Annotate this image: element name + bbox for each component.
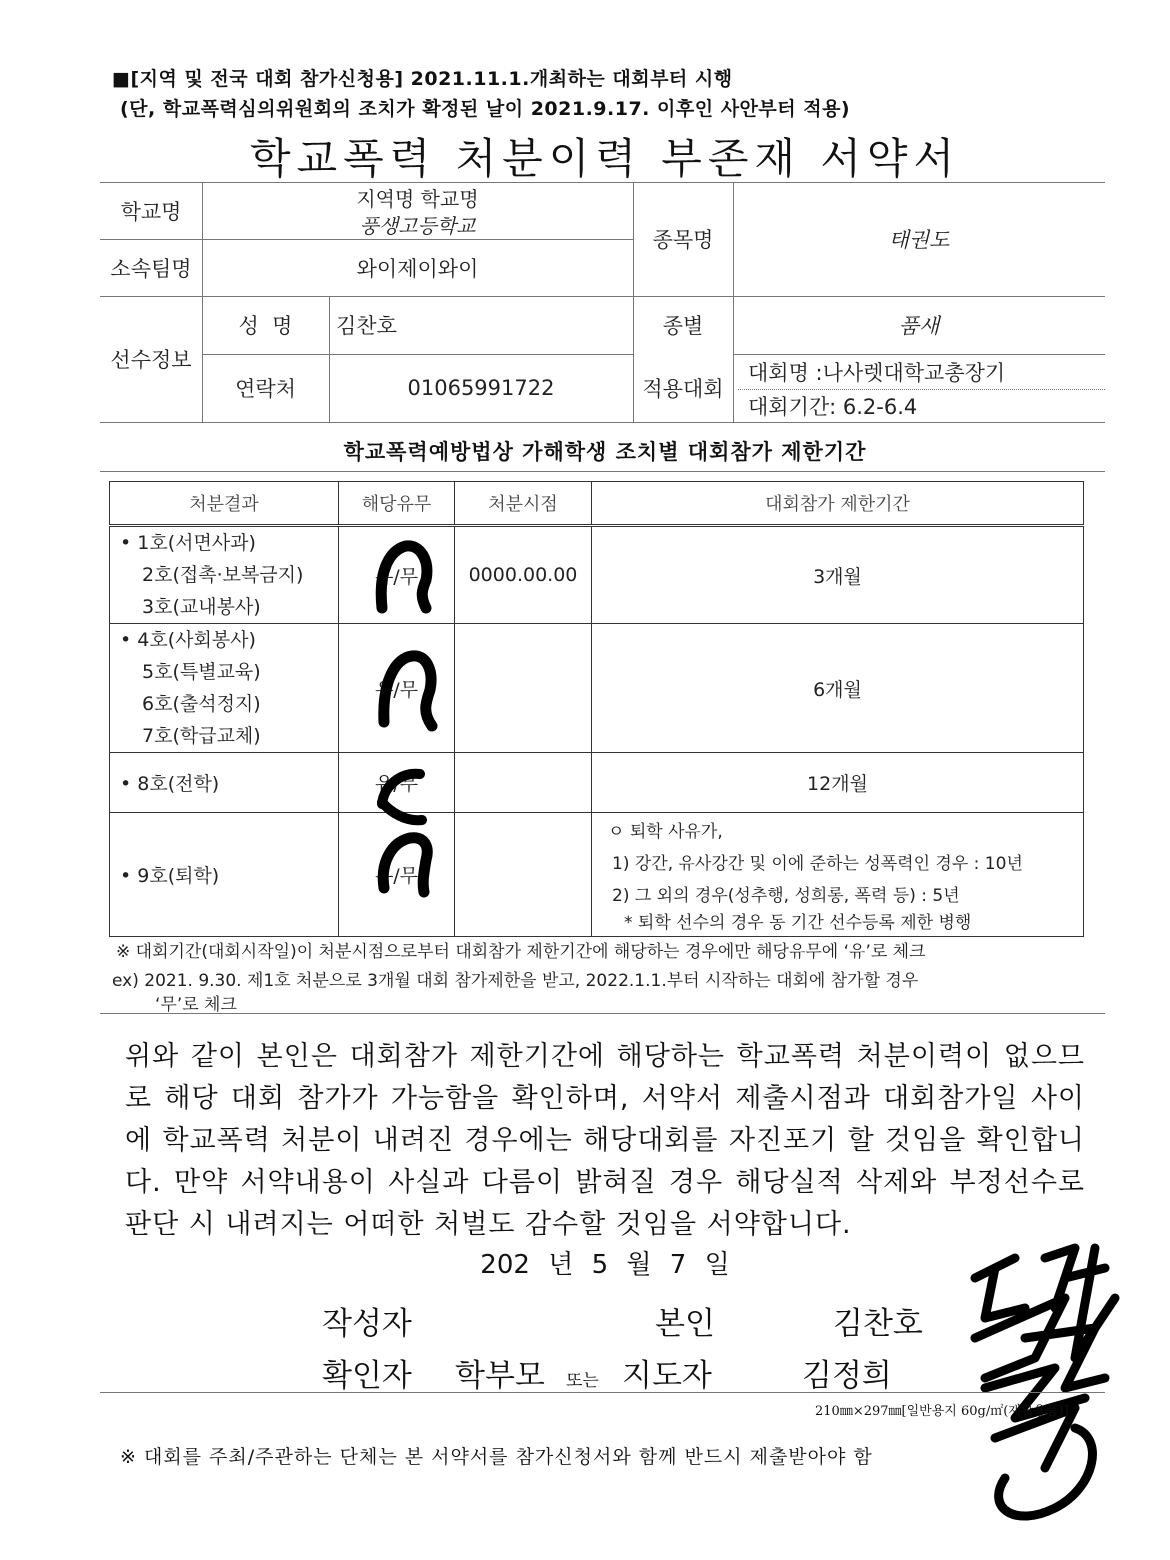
writer-label: 작성자 [322, 1306, 412, 1342]
measure-cell: • 9호(퇴학) [110, 813, 339, 937]
school-hint: 지역명 학교명 [356, 186, 479, 211]
month-value[interactable]: 5 [591, 1250, 609, 1280]
handwritten-signature [955, 1238, 1125, 1528]
name-label: 성 명 [238, 314, 293, 338]
pledge-date: 202 년 5 월 7 일 [480, 1250, 730, 1280]
measure-cell: • 8호(전학) [110, 753, 339, 813]
competition-name[interactable]: 대회명 :나사렛대학교총장기 [748, 361, 1006, 385]
applicability-cell[interactable]: 유/무 [339, 526, 455, 624]
confirmer-name[interactable]: 김정희 [802, 1358, 892, 1394]
notice-line-2: (단, 학교폭력심의위원회의 조치가 확정된 날이 2021.9.17. 이후인 사안부터 적용) [120, 98, 851, 120]
name-value[interactable]: 김찬호 [336, 314, 397, 338]
column-header: 대회참가 제한기간 [592, 482, 1084, 526]
footer-note: ※ 대회를 주최/주관하는 단체는 본 서약서를 참가신청서와 함께 반드시 제출받아야 함 [120, 1446, 873, 1468]
or-label: 또는 [566, 1371, 599, 1391]
restriction-table [109, 481, 1084, 937]
period-cell: 6개월 [592, 624, 1084, 753]
measure-date-cell[interactable] [455, 753, 592, 813]
competition-label: 적용대회 [642, 377, 724, 401]
event-value[interactable]: 태권도 [888, 228, 950, 252]
contact-label: 연락처 [235, 377, 296, 401]
measure-date-cell[interactable] [455, 624, 592, 753]
check-mark-4 [383, 838, 427, 892]
note-2: ex) 2021. 9.30. 제1호 처분으로 3개월 대회 참가제한을 받고, 2022.1.1.부터 시작하는 대회에 참가할 경우 [112, 971, 919, 991]
table-row [110, 624, 1084, 753]
check-mark-2 [384, 656, 432, 726]
column-header: 처분시점 [455, 482, 592, 526]
coach-label: 지도자 [622, 1358, 712, 1394]
measure-date-cell[interactable]: 0000.00.00 [455, 526, 592, 624]
check-mark-3 [382, 774, 422, 820]
column-header: 처분결과 [110, 482, 339, 526]
applicability-cell[interactable]: 유/무 [339, 624, 455, 753]
measure-cell: • 1호(서면사과) 2호(접촉·보복금지) 3호(교내봉사) [110, 526, 339, 624]
team-value[interactable]: 와이제이와이 [356, 256, 479, 281]
day-value[interactable]: 7 [669, 1250, 687, 1280]
category-label: 종별 [662, 314, 704, 338]
applicability-cell[interactable]: 유/무 [339, 753, 455, 813]
period-cell: ㅇ 퇴학 사유가, 1) 강간, 유사강간 및 이에 준하는 성폭력인 경우 : 10년 2) 그 외의 경우(성추행, 성희롱, 폭력 등) : 5년 * 퇴학 선수의 경우 동 기간 선수등록 제한 병행 [592, 813, 1084, 937]
note-1: ※ 대회기간(대회시작일)이 처분시점으로부터 대회참가 제한기간에 해당하는 경우에만 해당유무에 ‘유’로 체크 [116, 942, 926, 962]
table-row [110, 813, 1084, 937]
table-header-row [110, 482, 1084, 526]
table-row [110, 526, 1084, 624]
period-cell: 3개월 [592, 526, 1084, 624]
year-value[interactable]: 202 [480, 1250, 530, 1280]
measure-cell: • 4호(사회봉사) 5호(특별교육) 6호(출석정지) 7호(학급교체) [110, 624, 339, 753]
check-mark-1 [381, 546, 427, 608]
period-cell: 12개월 [592, 753, 1084, 813]
measure-date-cell[interactable] [455, 813, 592, 937]
athlete-label: 선수정보 [110, 348, 192, 372]
restriction-subtitle: 학교폭력예방법상 가해학생 조치별 대회참가 제한기간 [343, 440, 867, 464]
table-row [110, 753, 1084, 813]
column-header: 해당유무 [339, 482, 455, 526]
category-value[interactable]: 품새 [898, 314, 940, 338]
contact-value[interactable]: 01065991722 [407, 376, 555, 400]
applicability-cell[interactable]: 유/무 [339, 813, 455, 937]
parent-label: 학부모 [455, 1358, 545, 1394]
confirmer-label: 확인자 [322, 1358, 412, 1394]
event-label: 종목명 [652, 228, 714, 252]
paper-spec: 210㎜×297㎜[일반용지 60g/㎡(재활용품)] [815, 1404, 1069, 1419]
writer-name[interactable]: 김찬호 [833, 1306, 923, 1342]
document-title: 학교폭력 처분이력 부존재 서약서 [249, 134, 961, 183]
school-label: 학교명 [120, 199, 182, 224]
notice-line-1: ■[지역 및 전국 대회 참가신청용] 2021.11.1.개최하는 대회부터 시행 [112, 68, 733, 90]
note-3: ‘무’로 체크 [155, 995, 237, 1015]
competition-period[interactable]: 대회기간: 6.2-6.4 [748, 395, 918, 419]
team-label: 소속팀명 [110, 256, 192, 281]
handwritten-check-marks [360, 530, 450, 910]
school-value[interactable]: 풍생고등학교 [359, 213, 476, 238]
pledge-text: 위와 같이 본인은 대회참가 제한기간에 해당하는 학교폭력 처분이력이 없으므로 해당 대회 참가가 가능함을 확인하며, 서약서 제출시점과 대회참가일 사이에 학교폭력 처분이 내려진 경우에는 해당대회를 자진포기 할 것임을 확인합니다. 만약 서약내용이 사실과 다름이 밝혀질 경우 해당실적 삭제와 부정선수로 판단 시 내려지는 어떠한 처벌도 감수할 것임을 서약합니다. [125, 1041, 1085, 1240]
self-label: 본인 [655, 1306, 715, 1342]
